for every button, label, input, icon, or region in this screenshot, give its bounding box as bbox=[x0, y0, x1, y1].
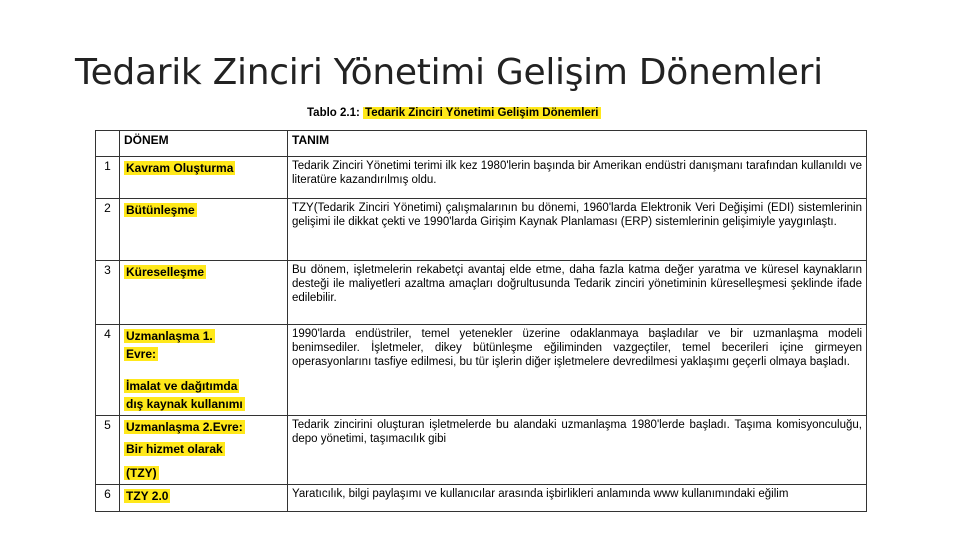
donem-label: İmalat ve dağıtımda bbox=[126, 379, 238, 393]
donem-cell bbox=[120, 261, 288, 325]
donem-label: Kavram Oluşturma bbox=[126, 161, 234, 175]
tanim-cell: Yaratıcılık, bilgi paylaşımı ve kullanıcılar arasında işbirlikleri anlamında www kullanımındaki eğilim bbox=[288, 485, 867, 512]
donem-label: Küreselleşme bbox=[126, 265, 205, 279]
periods-table bbox=[95, 130, 867, 512]
table-caption bbox=[307, 107, 601, 119]
donem-label: Uzmanlaşma 2.Evre: bbox=[126, 420, 243, 434]
table-row bbox=[96, 157, 867, 199]
table-row bbox=[96, 325, 867, 416]
table-row bbox=[96, 199, 867, 261]
row-number: 3 bbox=[96, 261, 120, 325]
table-row bbox=[96, 485, 867, 512]
donem-cell bbox=[120, 325, 288, 416]
donem-label: TZY 2.0 bbox=[126, 489, 169, 503]
tanim-cell: TZY(Tedarik Zinciri Yönetimi) çalışmalarının bu dönemi, 1960'larda Elektronik Veri Değişimi (EDI) sistemlerinin gelişimi ile dikkat çekti ve 1990'larda Girişim Kaynak Planlaması (ERP) sistemlerinin gelişimiyle yaygınlaştı. bbox=[288, 199, 867, 261]
header-tanim: TANIM bbox=[288, 131, 867, 157]
header-donem: DÖNEM bbox=[120, 131, 288, 157]
row-number: 4 bbox=[96, 325, 120, 416]
slide-title: Tedarik Zinciri Yönetimi Gelişim Dönemleri bbox=[75, 52, 823, 93]
row-number: 5 bbox=[96, 416, 120, 485]
donem-label: (TZY) bbox=[126, 466, 157, 480]
donem-label: Uzmanlaşma 1. bbox=[126, 329, 213, 343]
donem-label: Bir hizmet olarak bbox=[126, 442, 223, 456]
row-number: 6 bbox=[96, 485, 120, 512]
donem-label: Bütünleşme bbox=[126, 203, 195, 217]
table-header-row bbox=[96, 131, 867, 157]
donem-cell bbox=[120, 485, 288, 512]
tanim-cell: Tedarik zincirini oluşturan işletmelerde bu alandaki uzmanlaşma 1980'lerde başladı. Taşıma komisyonculuğu, depo yönetimi, taşımacılık gibi bbox=[288, 416, 867, 485]
caption-text: Tedarik Zinciri Yönetimi Gelişim Dönemleri bbox=[365, 107, 599, 119]
caption-prefix: Tablo 2.1: bbox=[307, 107, 360, 119]
tanim-cell: Tedarik Zinciri Yönetimi terimi ilk kez 1980'lerin başında bir Amerikan endüstri danışmanı tarafından kullanıldı ve literatüre kazandırılmış oldu. bbox=[288, 157, 867, 199]
donem-cell bbox=[120, 416, 288, 485]
tanim-cell: 1990'larda endüstriler, temel yetenekler üzerine odaklanmaya başladılar ve bir uzmanlaşma modeli benimsediler. İşletmeler, dikey bütünleşme eğiliminden vazgeçtiler, temel becerileri içine girmeyen operasyonlarını tasfiye edilmesi, bu tür işlerin diğer işletmelere devredilmesi yaklaşımı geçerli olmaya başladı. bbox=[288, 325, 867, 416]
row-number: 1 bbox=[96, 157, 120, 199]
table-row bbox=[96, 261, 867, 325]
table-row bbox=[96, 416, 867, 485]
tanim-cell: Bu dönem, işletmelerin rekabetçi avantaj elde etme, daha fazla katma değer yaratma ve küresel kaynakların desteği ile maliyetleri azaltma amaçları doğrultusunda Tedarik zinciri yönetiminin küreselleşmesi şeklinde ifade edilebilir. bbox=[288, 261, 867, 325]
donem-label: dış kaynak kullanımı bbox=[126, 397, 243, 411]
donem-cell bbox=[120, 199, 288, 261]
header-num-cell bbox=[96, 131, 120, 157]
donem-cell bbox=[120, 157, 288, 199]
donem-label: Evre: bbox=[126, 347, 157, 361]
row-number: 2 bbox=[96, 199, 120, 261]
